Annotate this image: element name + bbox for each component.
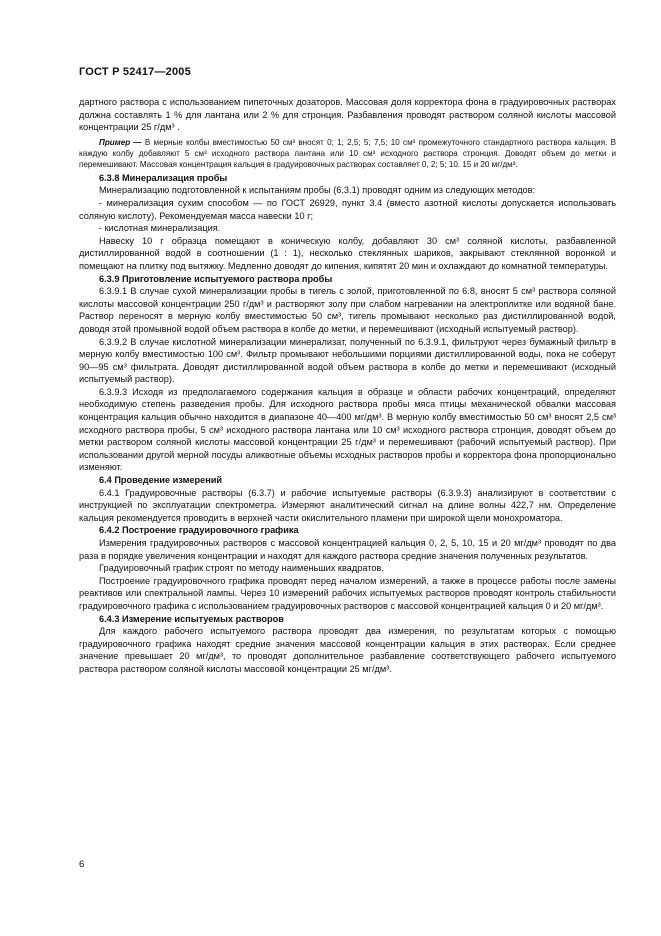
section-heading: 6.3.9 Приготовление испытуемого раствора пробы: [99, 273, 333, 284]
example-note: [79, 137, 616, 170]
section-heading: 6.3.8 Минерализация пробы: [99, 172, 228, 183]
section-heading: 6.4.3 Измерение испытуемых растворов: [99, 613, 284, 624]
paragraph: Измерения градуировочных растворов с массовой концентрацией кальция 0, 2, 5, 10, 15 и 20 мг/дм³ проводят по два раза в порядке увеличения концентрации и находят для каждого раствора средние значения полученных результатов.: [79, 538, 616, 561]
paragraph: дартного раствора с использованием пипеточных дозаторов. Массовая доля корректора фона в градуировочных растворах должна составлять 1 % для лантана или 2 % для стронция. Разбавления проводят раствором соляной кислоты массовой концентрации 25 г/дм³ .: [79, 97, 616, 133]
section-heading: 6.4.2 Построение градуировочного графика: [99, 525, 299, 536]
document-body: [79, 96, 616, 676]
section-heading: 6.4 Проведение измерений: [99, 475, 223, 486]
paragraph: Градуировочный график строят по методу наименьших квадратов.: [99, 563, 384, 574]
list-item: - кислотная минерализация.: [99, 223, 221, 234]
paragraph: 6.3.9.2 В случае кислотной минерализации минерализат, полученный по 6.3.9.1, фильтруют через бумажный фильтр в мерную колбу вместимостью 100 см³. Фильтр промывают небольшими порциями дистиллированной воды, пока не соберут 90—95 см³ фильтрата. Доводят дистиллированной водой объем раствора в колбе до метки и перемешивают (исходный испытуемый раствор).: [79, 336, 616, 385]
paragraph: 6.4.1 Градуировочные растворы (6.3.7) и рабочие испытуемые растворы (6.3.9.3) анализируют в соответствии с инструкцией по эксплуатации спектрометра. Измеряют аналитический сигнал на длине волны 422,7 нм. Определение кальция рекомендуется проводить в верхней части окислительного пламени при широкой щели монохроматора.: [79, 487, 616, 523]
paragraph: 6.3.9.1 В случае сухой минерализации пробы в тигель с золой, приготовленной по 6.8, вносят 5 см³ раствора соляной кислоты массовой концентрации 250 г/дм³ и растворяют золу при слабом нагревании на электроплитке или водяной бане. Раствор переносят в мерную колбу вместимостью 50 см³, тигель промывают несколько раз дистиллированной водой, доводя этой промывной водой объем раствора в колбе до метки, и перемешивают (исходный испытуемый раствор).: [79, 286, 616, 334]
paragraph: Навеску 10 г образца помещают в коническую колбу, добавляют 30 см³ соляной кислоты, разбавленной дистиллированной водой в соотношении (1 : 1), несколько стеклянных шариков, закрывают стеклянной воронкой и помещают на плитку под вытяжку. Медленно доводят до кипения, кипятят 20 мин и охлаждают до комнатной температуры.: [79, 235, 616, 271]
document-header: ГОСТ Р 52417—2005: [79, 66, 191, 78]
paragraph: 6.3.9.3 Исходя из предполагаемого содержания кальция в образце и области рабочих концентраций, определяют необходимую степень разведения пробы. Для исходного раствора пробы мяса птицы механической обвалки массовая концентрация кальция обычно находится в диапазоне 40—400 мг/дм³. В мерную колбу вместимостью 50 см³ вносят 2,5 см³ исходного раствора пробы, 5 см³ исходного раствора лантана или 10 см³ исходного раствора стронция, доводят объем до метки раствором соляной кислоты массовой концентрации 25 г/дм³ и перемешивают (рабочий испытуемый раствор). При использовании другой мерной посуды аликвотные объемы исходных растворов пробы и корректора фона пропорционально изменяют.: [79, 386, 616, 473]
example-label: Пример —: [99, 137, 142, 147]
paragraph: Минерализацию подготовленной к испытаниям пробы (6.3.1) проводят одним из следующих методов:: [99, 185, 536, 196]
paragraph: Для каждого рабочего испытуемого раствора проводят два измерения, по результатам которых с помощью градуировочного графика находят средние значения массовой концентрации кальция в этих растворах. Если среднее значение превышает 20 мг/дм³, то проводят дополнительное разбавление соответствующего рабочего испытуемого раствора раствором соляной кислоты массовой концентрации 25 мг/дм³.: [79, 626, 616, 674]
example-text: В мерные колбы вместимостью 50 см³ вносят 0; 1; 2,5; 5; 7,5; 10 см³ промежуточного стандартного раствора кальция. В каждую колбу добавляют 5 см³ исходного раствора лантана или 10 см³ исходного раствора стронция. Доводят объем до метки и перемешивают. Массовая концентрация кальция в градуировочных растворах составляет 0, 2; 5; 10. 15 и 20 мг/дм³.: [79, 137, 617, 169]
paragraph: Построение градуировочного графика проводят перед началом измерений, а также в процессе работы после замены реактивов или спектральной лампы. Через 10 измерений рабочих испытуемых растворов проводят контроль стабильности градуировочного графика с использованием градуировочных растворов с массовой концентрацией кальция 0 и 20 мг/дм³.: [79, 575, 616, 611]
page-number: 6: [79, 859, 85, 870]
list-item: - минерализация сухим способом — по ГОСТ 26929, пункт 3.4 (вместо азотной кислоты допускается использовать соляную кислоту). Рекомендуемая масса навески 10 г;: [79, 197, 616, 221]
